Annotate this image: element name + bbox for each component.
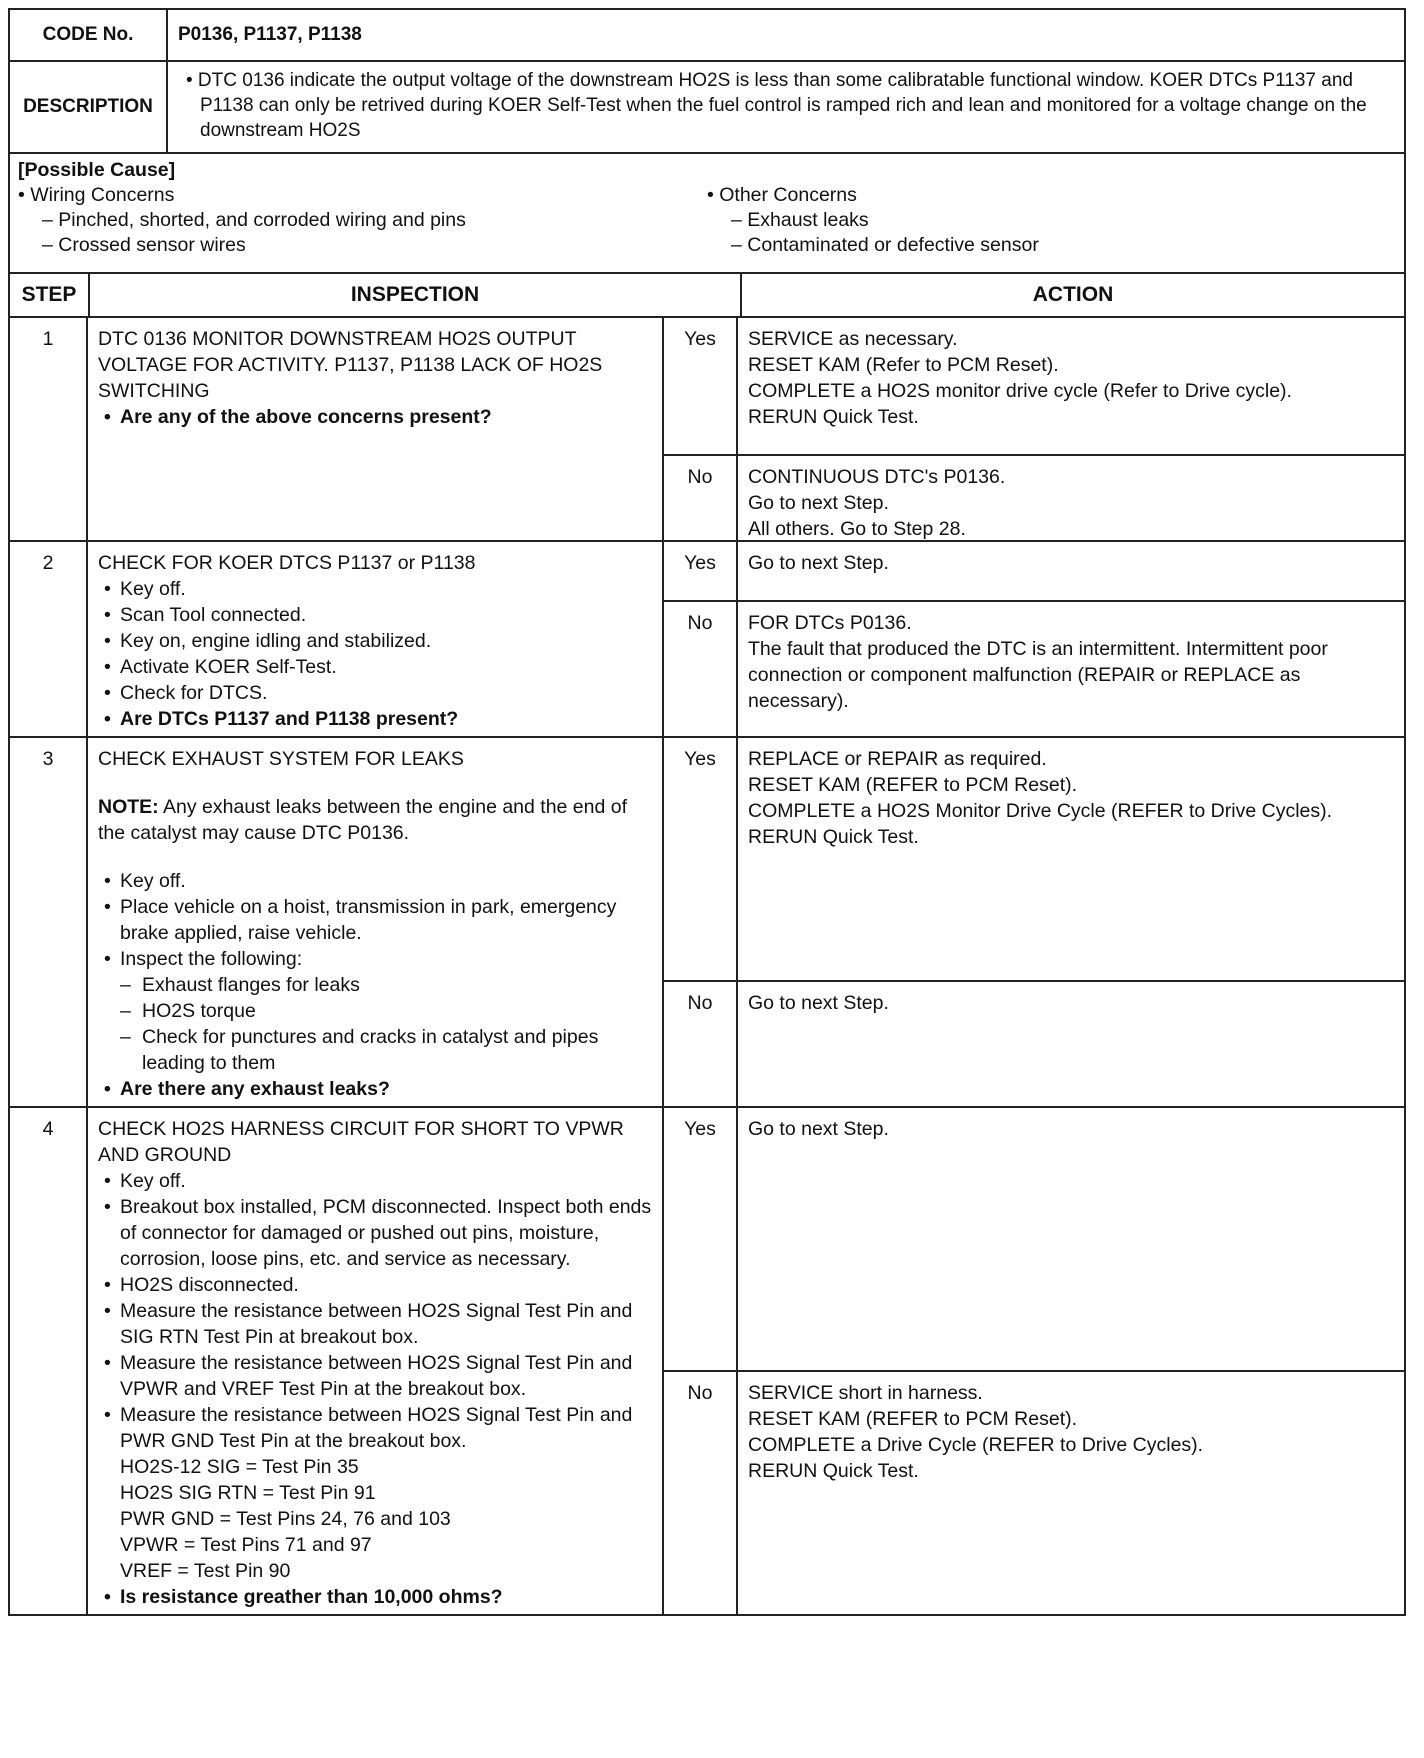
inspection-question: • Are there any exhaust leaks? xyxy=(98,1076,652,1102)
action-line: COMPLETE a HO2S monitor drive cycle (Refer to Drive cycle). xyxy=(748,380,1292,402)
diagnostic-page xyxy=(8,8,1406,1616)
action-line: RERUN Quick Test. xyxy=(748,826,919,848)
action-line: CONTINUOUS DTC's P0136. xyxy=(748,466,1006,488)
code-label: CODE No. xyxy=(10,10,168,60)
inspection-bullet: • Breakout box installed, PCM disconnected. Inspect both ends of connector for damaged or pushed out pins, moisture, corrosion, loose pins, etc. and service as necessary. xyxy=(98,1194,652,1272)
action-line: REPLACE or REPAIR as required. xyxy=(748,748,1047,770)
action-line: RESET KAM (Refer to PCM Reset). xyxy=(748,354,1059,376)
inspection-cell xyxy=(88,1108,664,1614)
inspection-title: DTC 0136 MONITOR DOWNSTREAM HO2S OUTPUT VOLTAGE FOR ACTIVITY. P1137, P1138 LACK OF HO2S SWITCHING xyxy=(98,328,603,402)
action-line: FOR DTCs P0136. xyxy=(748,612,912,634)
no-action xyxy=(738,982,1404,1106)
note-label: NOTE: xyxy=(98,796,159,818)
cause-right-heading: • Other Concerns xyxy=(707,184,857,206)
action-line: RERUN Quick Test. xyxy=(748,406,919,428)
action-line: RESET KAM (REFER to PCM Reset). xyxy=(748,1408,1078,1430)
action-line: COMPLETE a Drive Cycle (REFER to Drive Cycles). xyxy=(748,1434,1204,1456)
inspection-bullet: • Check for DTCS. xyxy=(98,680,652,706)
yes-action xyxy=(738,542,1404,600)
inspection-cell xyxy=(88,542,664,736)
step-row xyxy=(10,542,1404,738)
yes-answer xyxy=(664,738,1404,980)
no-answer xyxy=(664,980,1404,1106)
inspection-subitem: – Check for punctures and cracks in catalyst and pipes leading to them xyxy=(98,1024,652,1076)
action-line: SERVICE as necessary. xyxy=(748,328,958,350)
yes-action xyxy=(738,1108,1404,1370)
inspection-bullet: • Key off. xyxy=(98,868,652,894)
note xyxy=(98,794,652,846)
note-text: Any exhaust leaks between the engine and the end of the catalyst may cause DTC P0136. xyxy=(98,796,628,844)
inspection-title: CHECK FOR KOER DTCS P1137 or P1138 xyxy=(98,552,476,574)
action-line: Go to next Step. xyxy=(748,992,889,1014)
inspection-bullet: • Activate KOER Self-Test. xyxy=(98,654,652,680)
description-label: DESCRIPTION xyxy=(10,62,168,152)
no-label: No xyxy=(664,982,738,1106)
no-action xyxy=(738,1372,1404,1614)
cause-right xyxy=(707,183,1396,258)
step-row xyxy=(10,318,1404,542)
yes-label: Yes xyxy=(664,1108,738,1370)
action-line: RESET KAM (REFER to PCM Reset). xyxy=(748,774,1078,796)
no-label: No xyxy=(664,456,738,540)
inspection-subitem: – Exhaust flanges for leaks xyxy=(98,972,652,998)
no-answer xyxy=(664,600,1404,736)
inspection-question: • Are DTCs P1137 and P1138 present? xyxy=(98,706,652,732)
no-action xyxy=(738,602,1404,736)
possible-cause-row xyxy=(10,154,1404,274)
header-table xyxy=(8,8,1406,1616)
action-line: Go to next Step. xyxy=(748,1118,889,1140)
inspection-col-header: INSPECTION xyxy=(90,274,742,316)
step-col-header: STEP xyxy=(10,274,90,316)
step-number: 1 xyxy=(10,318,88,540)
yes-answer xyxy=(664,1108,1404,1370)
yes-action xyxy=(738,318,1404,454)
yes-action xyxy=(738,738,1404,980)
pin-line: PWR GND = Test Pins 24, 76 and 103 xyxy=(120,1508,451,1530)
cause-left-heading: • Wiring Concerns xyxy=(18,184,175,206)
action-line: SERVICE short in harness. xyxy=(748,1382,983,1404)
action-line: Go to next Step. xyxy=(748,492,889,514)
inspection-bullet: • Key off. xyxy=(98,1168,652,1194)
inspection-bullet: • Key on, engine idling and stabilized. xyxy=(98,628,652,654)
inspection-bullet: • Key off. xyxy=(98,576,652,602)
pin-line: VPWR = Test Pins 71 and 97 xyxy=(120,1534,372,1556)
column-headers xyxy=(10,274,1404,318)
yes-answer xyxy=(664,318,1404,454)
no-action xyxy=(738,456,1404,540)
inspection-cell xyxy=(88,738,664,1106)
action-line: All others. Go to Step 28. xyxy=(748,518,966,540)
step-row xyxy=(10,738,1404,1108)
cause-left xyxy=(18,183,707,258)
possible-cause xyxy=(10,154,1404,272)
action-line: RERUN Quick Test. xyxy=(748,1460,919,1482)
inspection-title: CHECK HO2S HARNESS CIRCUIT FOR SHORT TO VPWR AND GROUND xyxy=(98,1118,624,1166)
inspection-bullet: • Place vehicle on a hoist, transmission in park, emergency brake applied, raise vehicle. xyxy=(98,894,652,946)
inspection-bullet: • HO2S disconnected. xyxy=(98,1272,652,1298)
action-col-header: ACTION xyxy=(1032,283,1114,306)
inspection-subitem: – HO2S torque xyxy=(98,998,652,1024)
action-line: The fault that produced the DTC is an intermittent. Intermittent poor connection or component malfunction (REPAIR or REPLACE as necessary). xyxy=(748,638,1328,712)
pin-line: HO2S SIG RTN = Test Pin 91 xyxy=(120,1482,376,1504)
cause-item: – Contaminated or defective sensor xyxy=(731,234,1039,256)
yes-label: Yes xyxy=(664,542,738,600)
answers xyxy=(664,738,1404,1106)
step-number: 2 xyxy=(10,542,88,736)
inspection-question: • Is resistance greather than 10,000 ohms? xyxy=(98,1584,652,1610)
pin-line: HO2S-12 SIG = Test Pin 35 xyxy=(120,1456,359,1478)
description-row xyxy=(10,62,1404,154)
description-text: • DTC 0136 indicate the output voltage of the downstream HO2S is less than some calibratable functional window. KOER DTCs P1137 and P1138 can only be retrived during KOER Self-Test when the fuel control is ramped rich and lean and monitored for a voltage change on the downstream HO2S xyxy=(186,70,1367,141)
yes-label: Yes xyxy=(664,738,738,980)
answers xyxy=(664,1108,1404,1614)
yes-label: Yes xyxy=(664,318,738,454)
step-row xyxy=(10,1108,1404,1614)
answers xyxy=(664,542,1404,736)
answers xyxy=(664,318,1404,540)
step-number: 3 xyxy=(10,738,88,1106)
inspection-title: CHECK EXHAUST SYSTEM FOR LEAKS xyxy=(98,748,464,770)
no-answer xyxy=(664,1370,1404,1614)
possible-cause-title: [Possible Cause] xyxy=(18,159,176,181)
inspection-question: • Are any of the above concerns present? xyxy=(98,404,652,430)
pin-line: VREF = Test Pin 90 xyxy=(120,1560,291,1582)
cause-item: – Crossed sensor wires xyxy=(42,234,246,256)
inspection-bullet: • Measure the resistance between HO2S Signal Test Pin and SIG RTN Test Pin at breakout box. xyxy=(98,1298,652,1350)
code-value: P0136, P1137, P1138 xyxy=(178,24,362,45)
no-answer xyxy=(664,454,1404,540)
code-row xyxy=(10,10,1404,62)
inspection-bullet: • Measure the resistance between HO2S Signal Test Pin and PWR GND Test Pin at the breakout box. xyxy=(98,1402,652,1454)
no-label: No xyxy=(664,1372,738,1614)
no-label: No xyxy=(664,602,738,736)
inspection-bullet: • Scan Tool connected. xyxy=(98,602,652,628)
cause-item: – Pinched, shorted, and corroded wiring and pins xyxy=(42,209,466,231)
inspection-bullet: • Measure the resistance between HO2S Signal Test Pin and VPWR and VREF Test Pin at the breakout box. xyxy=(98,1350,652,1402)
yes-answer xyxy=(664,542,1404,600)
action-line: Go to next Step. xyxy=(748,552,889,574)
step-number: 4 xyxy=(10,1108,88,1614)
cause-item: – Exhaust leaks xyxy=(731,209,869,231)
action-line: COMPLETE a HO2S Monitor Drive Cycle (REFER to Drive Cycles). xyxy=(748,800,1333,822)
inspection-bullet: • Inspect the following: xyxy=(98,946,652,972)
inspection-cell xyxy=(88,318,664,540)
